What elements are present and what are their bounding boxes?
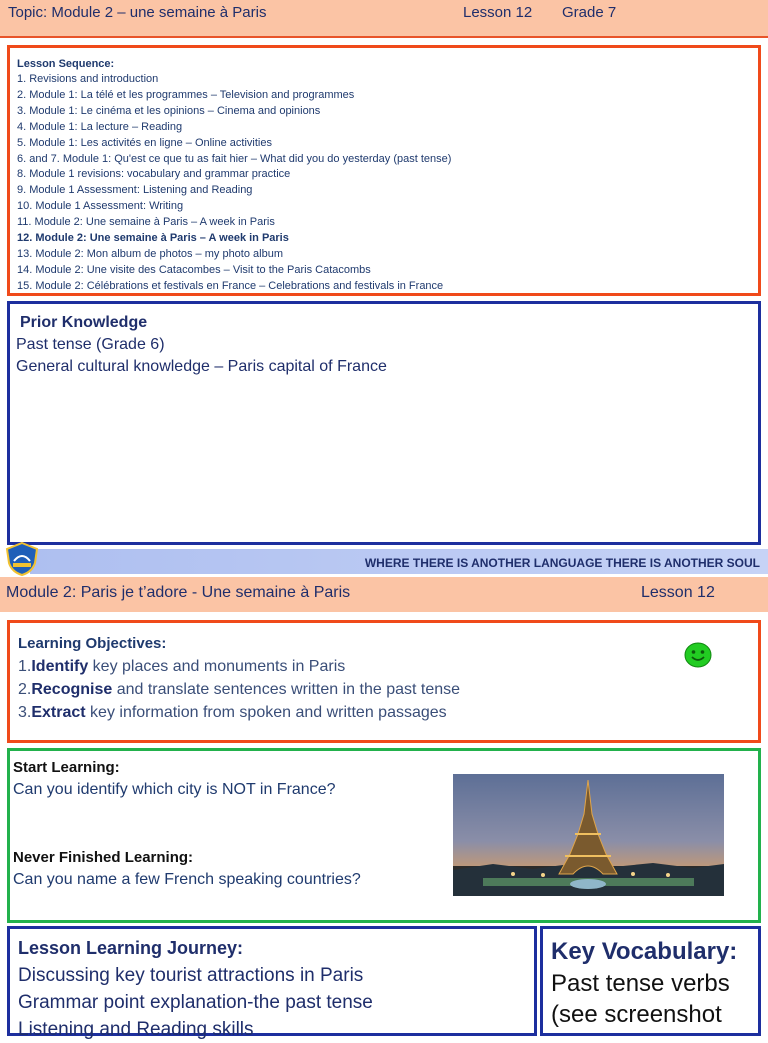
grade-label: Grade 7 (562, 4, 617, 21)
vocabulary-line: (see screenshot (551, 1001, 722, 1028)
sequence-item: 6. and 7. Module 1: Qu'est ce que tu as fait hier – What did you do yesterday (past tense) (17, 152, 452, 165)
learning-objectives-box (7, 620, 761, 743)
start-learning-question: Can you identify which city is NOT in France? (13, 781, 336, 798)
objective-item (18, 701, 750, 724)
objective-item (18, 655, 750, 678)
smiley-face-icon (684, 642, 712, 668)
lesson-sequence-heading: Lesson Sequence: (17, 58, 115, 70)
sequence-item: 4. Module 1: La lecture – Reading (17, 120, 183, 133)
start-learning-box (7, 748, 761, 923)
objective-number: 1. (18, 658, 32, 675)
slogan-bar (30, 549, 768, 574)
journey-item: Grammar point explanation-the past tense (18, 992, 373, 1013)
sequence-item: 9. Module 1 Assessment: Listening and Reading (17, 184, 253, 197)
objective-text: key places and monuments in Paris (88, 658, 346, 675)
sequence-item: 8. Module 1 revisions: vocabulary and grammar practice (17, 168, 291, 181)
sequence-item: 10. Module 1 Assessment: Writing (17, 200, 184, 213)
eiffel-tower-photo (453, 774, 724, 896)
journey-item: Listening and Reading skills (18, 1019, 254, 1040)
prior-knowledge-heading: Prior Knowledge (20, 314, 148, 331)
key-vocabulary-heading: Key Vocabulary: (551, 938, 738, 965)
prior-knowledge-line: General cultural knowledge – Paris capital of France (16, 358, 387, 375)
learning-journey-heading: Lesson Learning Journey: (18, 938, 244, 958)
objective-verb: Extract (31, 704, 86, 721)
school-logo-icon (4, 541, 40, 577)
start-learning-heading: Start Learning: (13, 759, 120, 776)
objective-text: and translate sentences written in the past tense (112, 681, 461, 698)
sequence-item: 5. Module 1: Les activités en ligne – Online activities (17, 136, 272, 149)
lesson-sequence-box (7, 45, 761, 296)
vocabulary-line: Past tense verbs (551, 970, 730, 997)
prior-knowledge-line: Past tense (Grade 6) (16, 336, 165, 353)
sequence-item: 11. Module 2: Une semaine à Paris – A week in Paris (17, 216, 275, 229)
objective-verb: Identify (31, 658, 89, 675)
objective-number: 3. (18, 704, 32, 721)
objective-verb: Recognise (31, 681, 113, 698)
sequence-item-current: 12. Module 2: Une semaine à Paris – A week in Paris (17, 232, 289, 245)
objective-number: 2. (18, 681, 32, 698)
sequence-item: 13. Module 2: Mon album de photos – my photo album (17, 247, 283, 260)
learning-journey-box (7, 926, 537, 1040)
sequence-item: 1. Revisions and introduction (17, 73, 159, 85)
module-lesson-number: Lesson 12 (641, 584, 715, 601)
journey-item: Discussing key tourist attractions in Paris (18, 965, 364, 986)
objective-text: key information from spoken and written passages (85, 704, 447, 721)
objective-item (18, 678, 750, 701)
never-finished-question: Can you name a few French speaking countries? (13, 871, 361, 888)
sequence-item: 2. Module 1: La télé et les programmes – Television and programmes (17, 88, 355, 101)
module-title-bar (0, 577, 768, 612)
key-vocabulary-box (540, 926, 761, 1036)
prior-knowledge-box (7, 301, 761, 545)
lesson-number: Lesson 12 (463, 4, 533, 21)
sequence-item: 3. Module 1: Le cinéma et les opinions – Cinema and opinions (17, 104, 321, 117)
module-title: Module 2: Paris je t’adore - Une semaine à Paris (6, 584, 351, 601)
slogan-text: WHERE THERE IS ANOTHER LANGUAGE THERE IS ANOTHER SOUL (364, 556, 760, 570)
topic-header-bar (0, 0, 768, 38)
sequence-item: 14. Module 2: Une visite des Catacombes – Visit to the Paris Catacombs (17, 263, 371, 276)
never-finished-heading: Never Finished Learning: (13, 849, 194, 866)
learning-objectives-heading: Learning Objectives: (18, 635, 167, 652)
topic-title: Topic: Module 2 – une semaine à Paris (8, 4, 267, 21)
sequence-item: 15. Module 2: Célébrations et festivals en France – Celebrations and festivals in France (17, 279, 444, 292)
